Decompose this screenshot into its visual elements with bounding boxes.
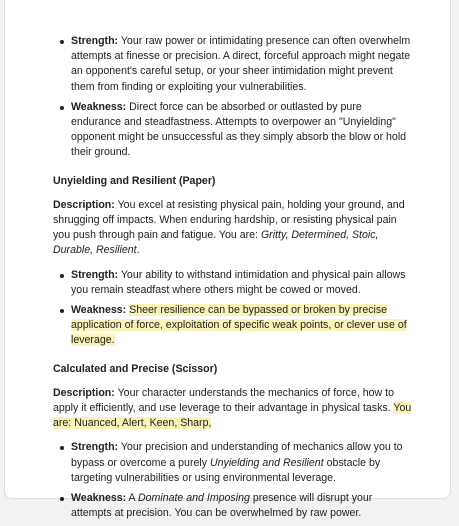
weakness-label: Weakness: (71, 304, 127, 317)
description-text: Your character understands the mechanics of force, how to apply it efficiently, and use leverage to their advantage in physical tasks. (53, 386, 394, 415)
weakness-label: Weakness: (71, 100, 127, 113)
description-text: You excel at resisting physical pain, holding your ground, and shrugging off impacts. When enduring hardship, or resisting physical pain you push through pain and fatigue. You are: (53, 198, 405, 242)
strength-label: Strength: (71, 441, 119, 454)
strength-label: Strength: (71, 35, 119, 47)
list-item-strength (71, 34, 413, 95)
list-item-weakness (71, 303, 413, 349)
document-content (53, 34, 413, 526)
list-item-strength (71, 440, 413, 486)
description-traits: Gritty, Determined, Stoic, Durable, Resilient (53, 229, 379, 257)
strength-emphasis: Unyielding and Resilient (209, 456, 324, 469)
strength-text: Your raw power or intimidating presence can often overwhelm attempts at finesse or precision. A direct, forceful approach might negate an opponent's careful setup, or your sheer intimidation might prevent them from finding or exploiting your vulnerabilities. (71, 35, 411, 93)
weakness-emphasis: Dominate and Imposing (137, 492, 250, 505)
description-end: . (136, 244, 140, 257)
strength-text: Your ability to withstand intimidation and physical pain allows you remain steadfast where others might be cowed or moved. (71, 268, 406, 296)
description-label: Description: (53, 386, 115, 399)
strength-text: Your precision and understanding of mechanics allow you to bypass or overcome a purely (71, 441, 403, 469)
intro-bullet-list (53, 34, 413, 161)
section-heading-paper: Unyielding and Resilient (Paper) (53, 174, 216, 187)
paper-description (53, 198, 413, 259)
document-page (4, 0, 451, 520)
strength-text-end: obstacle by targeting vulnerabilities or using environmental leverage. (71, 456, 381, 484)
scissor-description (53, 386, 413, 432)
weakness-text-end: presence will disrupt your attempts at precision. You can be overwhelmed by raw power. (71, 492, 373, 520)
list-item-weakness (71, 100, 413, 161)
weakness-label: Weakness: (71, 492, 127, 505)
strength-label: Strength: (71, 268, 119, 281)
weakness-text-highlighted: Sheer resilience can be bypassed or broken by precise application of force, exploitation of specific weak points, or clever use of leverage. (71, 304, 407, 347)
scissor-bullet-list (53, 440, 413, 521)
description-highlighted: You are: Nuanced, Alert, Keen, Sharp, (53, 402, 412, 430)
list-item-strength (71, 268, 413, 298)
paper-bullet-list (53, 268, 413, 349)
section-heading-scissor: Calculated and Precise (Scissor) (53, 362, 218, 375)
weakness-text: Direct force can be absorbed or outlasted by pure endurance and steadfastness. Attempts to overpower an "Unyielding" opponent might be unsuccessful as they simply absorb the blow or hold their ground. (71, 100, 407, 159)
description-label: Description: (53, 198, 115, 211)
weakness-text: A (128, 492, 136, 505)
list-item-weakness (71, 491, 413, 521)
